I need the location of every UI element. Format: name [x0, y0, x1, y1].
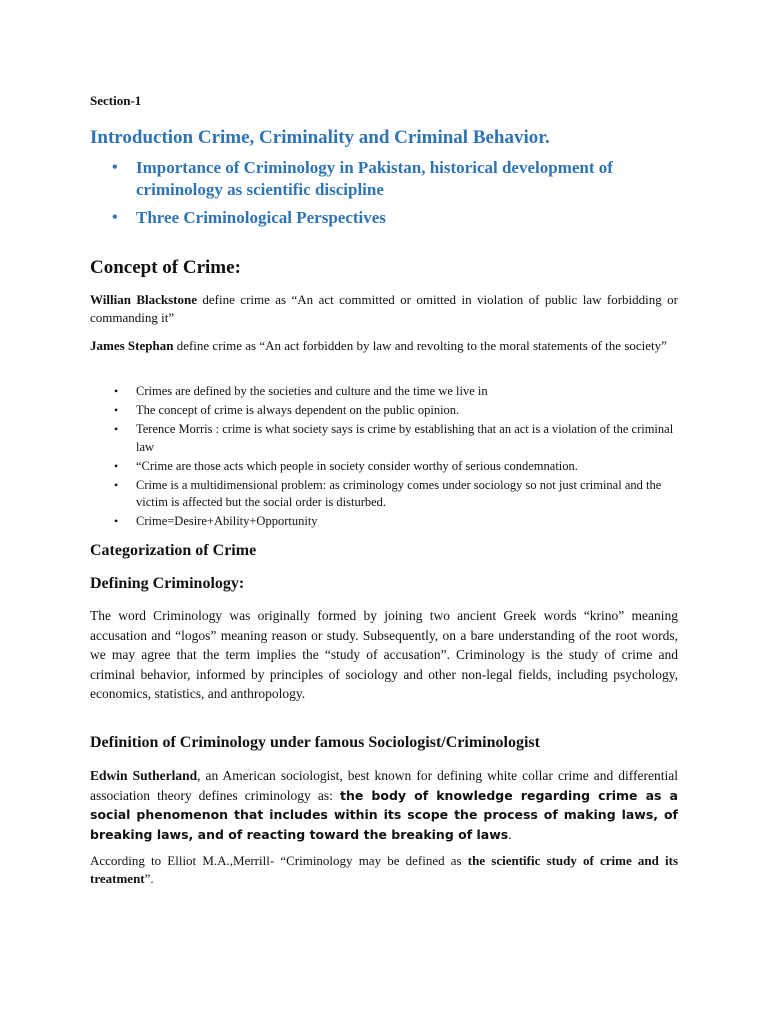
sutherland-end: . [508, 826, 512, 842]
elliot-paragraph [90, 852, 678, 888]
blackstone-name: Willian Blackstone [90, 292, 198, 307]
intro-bullet-list [112, 157, 682, 235]
elliot-end: ”. [144, 871, 154, 886]
defining-heading: Defining Criminology: [90, 575, 245, 592]
intro-bullet-item: • Three Criminological Perspectives [112, 207, 682, 229]
sutherland-paragraph [90, 766, 678, 844]
section-label: Section-1 [90, 93, 142, 108]
blackstone-definition [90, 291, 678, 327]
crime-bullet-item: • Crimes are defined by the societies and culture and the time we live in [112, 383, 678, 401]
elliot-bold-definition: the scientific study of crime and its treatment [90, 853, 679, 886]
concept-heading: Concept of Crime: [90, 257, 241, 278]
intro-bullet-item: • Importance of Criminology in Pakistan, historical development of criminology as scientific discipline [112, 157, 682, 201]
blackstone-text: define crime as “An act committed or omitted in violation of public law forbidding or commanding it” [90, 292, 678, 325]
categorization-heading: Categorization of Crime [90, 542, 257, 559]
crime-bullet-item: • Crime=Desire+Ability+Opportunity [112, 513, 678, 531]
crime-bullet-item: • The concept of crime is always dependent on the public opinion. [112, 402, 678, 420]
definition-heading: Definition of Criminology under famous Sociologist/Criminologist [90, 734, 540, 751]
stephan-text: define crime as “An act forbidden by law and revolting to the moral statements of the society” [173, 338, 667, 353]
crime-bullet-item: • Terence Morris : crime is what society says is crime by establishing that an act is a violation of the criminal law [112, 421, 678, 456]
sutherland-text: , an American sociologist, best known for defining white collar crime and differential association theory defines criminology as: [90, 768, 678, 803]
defining-paragraph: The word Criminology was originally formed by joining two ancient Greek words “krino” meaning accusation and “logos” meaning reason or study. Subsequently, on a bare understanding of the root words, we may agree that the term implies the “study of accusation”. Criminology is the study of crime and criminal behavior, informed by principles of sociology and other non-legal fields, including psychology, economics, statistics, and anthropology. [90, 608, 678, 701]
crime-bullet-item: • “Crime are those acts which people in society consider worthy of serious condemnation. [112, 458, 678, 476]
elliot-text: According to Elliot M.A.,Merrill- “Criminology may be defined as [90, 853, 468, 868]
sutherland-bold-definition: the body of knowledge regarding crime as a social phenomenon that includes within its scope the process of making laws, of breaking laws, and of reacting toward the breaking of laws [90, 787, 678, 842]
crime-bullet-item: • Crime is a multidimensional problem: as criminology comes under sociology so not just criminal and the victim is affected but the social order is disturbed. [112, 477, 678, 512]
crime-bullet-list [112, 383, 678, 532]
stephan-name: James Stephan [90, 338, 174, 353]
sutherland-name: Edwin Sutherland [90, 768, 198, 783]
intro-heading: Introduction Crime, Criminality and Criminal Behavior. [90, 127, 550, 148]
stephan-definition [90, 337, 678, 355]
